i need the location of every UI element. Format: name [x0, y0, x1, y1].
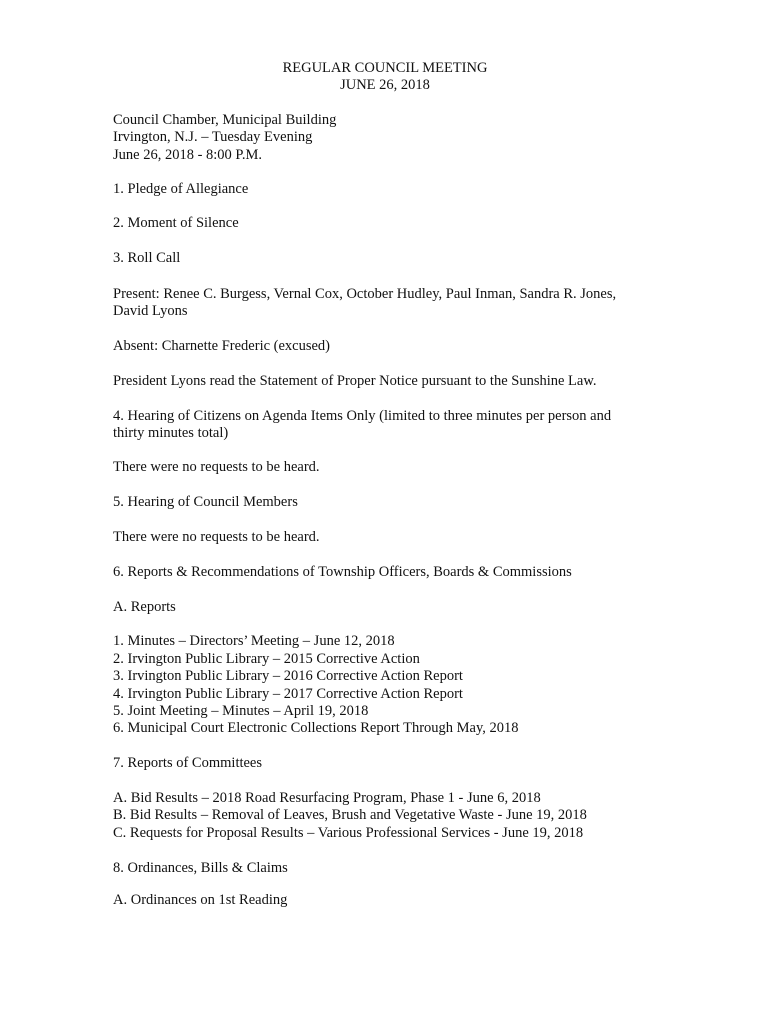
- report-item: 5. Joint Meeting – Minutes – April 19, 2018: [113, 703, 369, 719]
- absent-line: Absent: Charnette Frederic (excused): [113, 338, 331, 354]
- committee-item: C. Requests for Proposal Results – Various Professional Services - June 19, 2018: [113, 825, 584, 841]
- hearing-council-members: 5. Hearing of Council Members: [113, 494, 298, 510]
- report-item: 2. Irvington Public Library – 2015 Corrective Action: [113, 651, 420, 667]
- location-line-3: June 26, 2018 - 8:00 P.M.: [113, 147, 263, 163]
- ordinances-first-reading: A. Ordinances on 1st Reading: [113, 892, 288, 908]
- present-line-2: David Lyons: [113, 303, 188, 319]
- committee-item: B. Bid Results – Removal of Leaves, Brush and Vegetative Waste - June 19, 2018: [113, 807, 587, 823]
- location-line-1: Council Chamber, Municipal Building: [113, 112, 337, 128]
- location-line-2: Irvington, N.J. – Tuesday Evening: [113, 129, 313, 145]
- item-moment-of-silence: 2. Moment of Silence: [113, 215, 239, 231]
- report-item: 4. Irvington Public Library – 2017 Corrective Action Report: [113, 686, 463, 702]
- meeting-date: JUNE 26, 2018: [340, 77, 430, 93]
- report-item: 1. Minutes – Directors’ Meeting – June 12, 2018: [113, 633, 395, 649]
- report-item: 6. Municipal Court Electronic Collections Report Through May, 2018: [113, 720, 519, 736]
- no-requests-council: There were no requests to be heard.: [113, 529, 320, 545]
- committee-item: A. Bid Results – 2018 Road Resurfacing Program, Phase 1 - June 6, 2018: [113, 790, 541, 806]
- hearing-citizens-line-2: thirty minutes total): [113, 425, 229, 441]
- reports-subheading: A. Reports: [113, 599, 176, 615]
- sunshine-statement: President Lyons read the Statement of Proper Notice pursuant to the Sunshine Law.: [113, 373, 597, 389]
- meeting-title: REGULAR COUNCIL MEETING: [282, 60, 488, 76]
- item-pledge: 1. Pledge of Allegiance: [113, 181, 249, 197]
- report-item: 3. Irvington Public Library – 2016 Corrective Action Report: [113, 668, 463, 684]
- present-line-1: Present: Renee C. Burgess, Vernal Cox, October Hudley, Paul Inman, Sandra R. Jones,: [113, 286, 617, 302]
- hearing-citizens-line-1: 4. Hearing of Citizens on Agenda Items Only (limited to three minutes per person and: [113, 408, 612, 424]
- no-requests-citizens: There were no requests to be heard.: [113, 459, 320, 475]
- item-roll-call: 3. Roll Call: [113, 250, 181, 266]
- ordinances-heading: 8. Ordinances, Bills & Claims: [113, 860, 288, 876]
- reports-heading: 6. Reports & Recommendations of Township Officers, Boards & Commissions: [113, 564, 572, 580]
- committees-heading: 7. Reports of Committees: [113, 755, 263, 771]
